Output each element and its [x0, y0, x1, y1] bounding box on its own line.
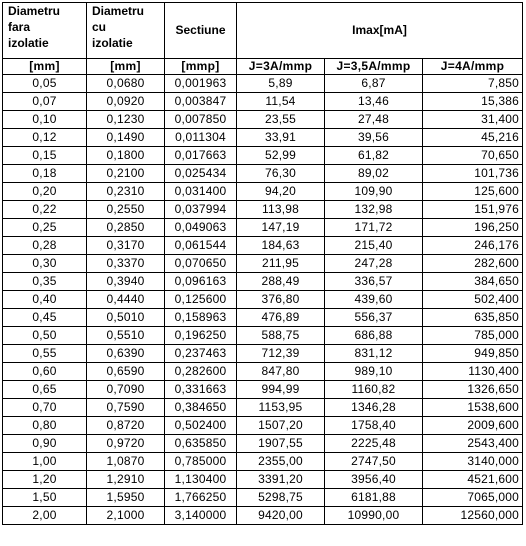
cell-diameter-insulated: 0,3940	[87, 273, 165, 291]
cell-imax-3-5: 6181,88	[325, 489, 423, 507]
header-line: cu	[92, 20, 107, 34]
cell-diameter-bare: 0,60	[3, 363, 87, 381]
cell-section: 0,785000	[165, 453, 237, 471]
cell-diameter-insulated: 0,3370	[87, 255, 165, 273]
cell-section: 0,031400	[165, 183, 237, 201]
cell-imax-3-5: 556,37	[325, 309, 423, 327]
cell-diameter-insulated: 0,3170	[87, 237, 165, 255]
cell-imax-4: 7065,000	[423, 489, 523, 507]
cell-diameter-bare: 0,05	[3, 75, 87, 93]
cell-imax-4: 7,850	[423, 75, 523, 93]
cell-imax-3-5: 1160,82	[325, 381, 423, 399]
table-row	[3, 363, 523, 381]
unit-cell: J=3A/mmp	[237, 59, 325, 75]
cell-section: 0,125600	[165, 291, 237, 309]
header-row-units	[3, 59, 523, 75]
table-row	[3, 327, 523, 345]
table-row	[3, 507, 523, 525]
cell-imax-4: 1326,650	[423, 381, 523, 399]
unit-cell: J=4A/mmp	[423, 59, 523, 75]
table-row	[3, 165, 523, 183]
cell-section: 3,140000	[165, 507, 237, 525]
cell-diameter-bare: 0,28	[3, 237, 87, 255]
cell-imax-3-5: 1346,28	[325, 399, 423, 417]
cell-imax-3-5: 336,57	[325, 273, 423, 291]
cell-diameter-bare: 1,20	[3, 471, 87, 489]
cell-diameter-insulated: 0,0920	[87, 93, 165, 111]
unit-cell: [mm]	[3, 59, 87, 75]
cell-imax-4: 2009,600	[423, 417, 523, 435]
cell-imax-3-5: 132,98	[325, 201, 423, 219]
cell-imax-3: 847,80	[237, 363, 325, 381]
cell-section: 0,007850	[165, 111, 237, 129]
header-diameter-without-insulation	[3, 3, 87, 59]
cell-imax-3-5: 2747,50	[325, 453, 423, 471]
cell-imax-4: 2543,400	[423, 435, 523, 453]
cell-diameter-bare: 0,18	[3, 165, 87, 183]
cell-diameter-insulated: 1,5950	[87, 489, 165, 507]
cell-imax-4: 282,600	[423, 255, 523, 273]
table-row	[3, 147, 523, 165]
cell-diameter-insulated: 0,1800	[87, 147, 165, 165]
cell-imax-3-5: 39,56	[325, 129, 423, 147]
cell-diameter-insulated: 1,2910	[87, 471, 165, 489]
table-row	[3, 435, 523, 453]
table-row	[3, 237, 523, 255]
cell-section: 0,331663	[165, 381, 237, 399]
header-diameter-with-insulation	[87, 3, 165, 59]
cell-imax-4: 151,976	[423, 201, 523, 219]
cell-imax-4: 502,400	[423, 291, 523, 309]
table-row	[3, 291, 523, 309]
cell-imax-3: 9420,00	[237, 507, 325, 525]
cell-imax-4: 125,600	[423, 183, 523, 201]
cell-imax-3: 5,89	[237, 75, 325, 93]
cell-imax-3: 211,95	[237, 255, 325, 273]
cell-diameter-insulated: 0,5510	[87, 327, 165, 345]
cell-diameter-bare: 0,22	[3, 201, 87, 219]
cell-diameter-bare: 0,80	[3, 417, 87, 435]
cell-section: 0,282600	[165, 363, 237, 381]
cell-imax-3: 3391,20	[237, 471, 325, 489]
unit-cell: [mmp]	[165, 59, 237, 75]
table-row	[3, 471, 523, 489]
header-line: fara	[8, 20, 31, 34]
cell-diameter-insulated: 0,2100	[87, 165, 165, 183]
cell-diameter-bare: 0,70	[3, 399, 87, 417]
cell-section: 0,502400	[165, 417, 237, 435]
cell-section: 0,096163	[165, 273, 237, 291]
table-row	[3, 381, 523, 399]
cell-imax-3-5: 6,87	[325, 75, 423, 93]
cell-diameter-insulated: 0,0680	[87, 75, 165, 93]
unit-cell: J=3,5A/mmp	[325, 59, 423, 75]
cell-imax-3: 1507,20	[237, 417, 325, 435]
table-row	[3, 309, 523, 327]
table-body	[3, 75, 523, 525]
cell-section: 0,196250	[165, 327, 237, 345]
cell-section: 0,049063	[165, 219, 237, 237]
wire-current-table	[2, 2, 523, 525]
cell-diameter-insulated: 0,6590	[87, 363, 165, 381]
cell-diameter-bare: 0,65	[3, 381, 87, 399]
cell-imax-3-5: 1758,40	[325, 417, 423, 435]
cell-imax-3: 76,30	[237, 165, 325, 183]
table-row	[3, 489, 523, 507]
table-row	[3, 93, 523, 111]
cell-section: 0,635850	[165, 435, 237, 453]
cell-imax-3-5: 27,48	[325, 111, 423, 129]
cell-imax-4: 635,850	[423, 309, 523, 327]
cell-diameter-bare: 0,35	[3, 273, 87, 291]
cell-section: 0,001963	[165, 75, 237, 93]
cell-imax-4: 101,736	[423, 165, 523, 183]
cell-imax-4: 785,000	[423, 327, 523, 345]
cell-imax-4: 949,850	[423, 345, 523, 363]
cell-diameter-insulated: 0,1230	[87, 111, 165, 129]
cell-diameter-insulated: 0,6390	[87, 345, 165, 363]
cell-imax-3: 2355,00	[237, 453, 325, 471]
cell-diameter-insulated: 0,7590	[87, 399, 165, 417]
cell-imax-3: 23,55	[237, 111, 325, 129]
header-line: Diametru	[8, 4, 61, 18]
cell-diameter-bare: 0,40	[3, 291, 87, 309]
cell-imax-3: 113,98	[237, 201, 325, 219]
cell-imax-3-5: 831,12	[325, 345, 423, 363]
cell-imax-3: 184,63	[237, 237, 325, 255]
cell-imax-3: 94,20	[237, 183, 325, 201]
cell-diameter-insulated: 0,2310	[87, 183, 165, 201]
header-line: izolatie	[8, 36, 49, 50]
cell-imax-3: 588,75	[237, 327, 325, 345]
cell-imax-3-5: 2225,48	[325, 435, 423, 453]
cell-diameter-insulated: 0,5010	[87, 309, 165, 327]
cell-imax-4: 45,216	[423, 129, 523, 147]
cell-diameter-insulated: 0,7090	[87, 381, 165, 399]
cell-diameter-insulated: 0,9720	[87, 435, 165, 453]
cell-section: 0,037994	[165, 201, 237, 219]
cell-imax-3-5: 109,90	[325, 183, 423, 201]
cell-imax-3-5: 686,88	[325, 327, 423, 345]
cell-imax-3: 376,80	[237, 291, 325, 309]
cell-section: 0,237463	[165, 345, 237, 363]
cell-imax-3: 11,54	[237, 93, 325, 111]
table-row	[3, 453, 523, 471]
unit-cell: [mm]	[87, 59, 165, 75]
cell-imax-4: 3140,000	[423, 453, 523, 471]
cell-imax-3-5: 171,72	[325, 219, 423, 237]
cell-imax-4: 1538,600	[423, 399, 523, 417]
cell-imax-4: 70,650	[423, 147, 523, 165]
cell-imax-4: 4521,600	[423, 471, 523, 489]
cell-imax-3-5: 61,82	[325, 147, 423, 165]
cell-imax-3-5: 3956,40	[325, 471, 423, 489]
cell-diameter-bare: 0,50	[3, 327, 87, 345]
cell-section: 0,070650	[165, 255, 237, 273]
table-row	[3, 345, 523, 363]
cell-diameter-insulated: 0,2850	[87, 219, 165, 237]
cell-imax-3-5: 989,10	[325, 363, 423, 381]
cell-imax-3: 712,39	[237, 345, 325, 363]
cell-diameter-bare: 0,25	[3, 219, 87, 237]
cell-section: 0,158963	[165, 309, 237, 327]
cell-section: 1,130400	[165, 471, 237, 489]
cell-imax-3-5: 247,28	[325, 255, 423, 273]
cell-imax-3: 994,99	[237, 381, 325, 399]
cell-imax-4: 31,400	[423, 111, 523, 129]
cell-imax-3: 1153,95	[237, 399, 325, 417]
cell-diameter-bare: 0,90	[3, 435, 87, 453]
table-row	[3, 273, 523, 291]
cell-imax-3: 476,89	[237, 309, 325, 327]
table-row	[3, 219, 523, 237]
cell-section: 0,011304	[165, 129, 237, 147]
table-row	[3, 111, 523, 129]
cell-imax-3-5: 439,60	[325, 291, 423, 309]
table-row	[3, 399, 523, 417]
cell-diameter-bare: 0,20	[3, 183, 87, 201]
cell-section: 0,017663	[165, 147, 237, 165]
cell-imax-4: 384,650	[423, 273, 523, 291]
cell-diameter-bare: 0,10	[3, 111, 87, 129]
header-section: Sectiune	[165, 3, 237, 59]
cell-imax-3: 5298,75	[237, 489, 325, 507]
cell-diameter-bare: 0,15	[3, 147, 87, 165]
cell-diameter-bare: 0,30	[3, 255, 87, 273]
cell-imax-3-5: 10990,00	[325, 507, 423, 525]
cell-imax-4: 12560,000	[423, 507, 523, 525]
cell-imax-4: 1130,400	[423, 363, 523, 381]
cell-imax-3-5: 89,02	[325, 165, 423, 183]
cell-section: 0,061544	[165, 237, 237, 255]
cell-diameter-bare: 1,50	[3, 489, 87, 507]
cell-section: 0,384650	[165, 399, 237, 417]
cell-diameter-insulated: 0,8720	[87, 417, 165, 435]
cell-imax-4: 15,386	[423, 93, 523, 111]
header-imax: Imax[mA]	[237, 3, 523, 59]
cell-imax-3: 147,19	[237, 219, 325, 237]
table-row	[3, 255, 523, 273]
table-row	[3, 75, 523, 93]
cell-section: 0,025434	[165, 165, 237, 183]
cell-diameter-bare: 0,55	[3, 345, 87, 363]
header-line: izolatie	[92, 36, 133, 50]
cell-imax-3: 33,91	[237, 129, 325, 147]
table-row	[3, 129, 523, 147]
header-line: Diametru	[92, 4, 145, 18]
cell-section: 1,766250	[165, 489, 237, 507]
cell-diameter-bare: 1,00	[3, 453, 87, 471]
cell-diameter-bare: 0,45	[3, 309, 87, 327]
cell-diameter-insulated: 1,0870	[87, 453, 165, 471]
cell-imax-3-5: 13,46	[325, 93, 423, 111]
cell-diameter-bare: 2,00	[3, 507, 87, 525]
cell-imax-4: 246,176	[423, 237, 523, 255]
header-row-titles	[3, 3, 523, 59]
cell-diameter-bare: 0,12	[3, 129, 87, 147]
cell-imax-3: 288,49	[237, 273, 325, 291]
cell-imax-4: 196,250	[423, 219, 523, 237]
cell-imax-3-5: 215,40	[325, 237, 423, 255]
table-row	[3, 183, 523, 201]
cell-imax-3: 1907,55	[237, 435, 325, 453]
cell-imax-3: 52,99	[237, 147, 325, 165]
wire-table-container	[2, 2, 526, 525]
cell-diameter-insulated: 2,1000	[87, 507, 165, 525]
cell-diameter-insulated: 0,2550	[87, 201, 165, 219]
cell-section: 0,003847	[165, 93, 237, 111]
cell-diameter-insulated: 0,1490	[87, 129, 165, 147]
cell-diameter-insulated: 0,4440	[87, 291, 165, 309]
table-row	[3, 201, 523, 219]
cell-diameter-bare: 0,07	[3, 93, 87, 111]
table-row	[3, 417, 523, 435]
